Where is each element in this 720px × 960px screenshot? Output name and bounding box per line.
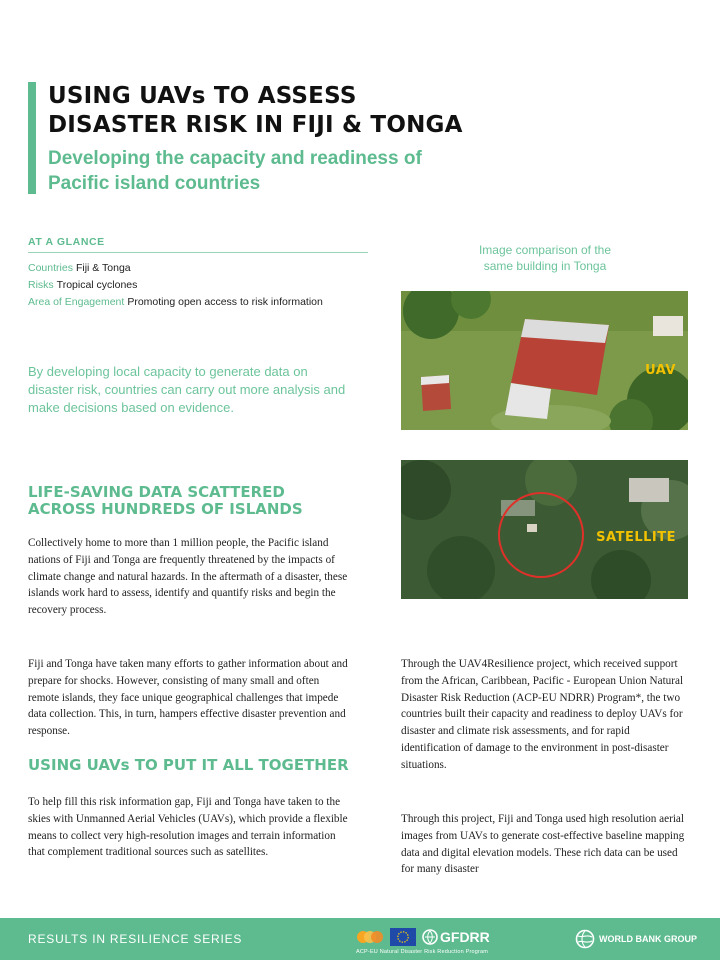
glance-heading: AT A GLANCE <box>28 236 368 253</box>
world-bank-group-text: WORLD BANK GROUP <box>599 934 697 944</box>
glance-value: Fiji & Tonga <box>75 262 131 274</box>
title-line-1: USING UAVs TO ASSESS <box>48 83 357 109</box>
world-bank-group-logo <box>575 929 697 949</box>
glance-value: Promoting open access to risk information <box>127 296 323 308</box>
section-heading-line-2: ACROSS HUNDREDS OF ISLANDS <box>28 500 303 518</box>
world-bank-globe-icon <box>575 929 595 949</box>
uav-aerial-image <box>401 291 688 430</box>
satellite-photo <box>401 460 688 599</box>
subtitle-line-1: Developing the capacity and readiness of <box>48 148 422 169</box>
section-heading-line-1: LIFE-SAVING DATA SCATTERED <box>28 483 285 501</box>
program-name: ACP-EU Natural Disaster Risk Reduction Program <box>356 949 489 955</box>
partner-logos <box>356 926 490 948</box>
satellite-label: SATELLITE <box>596 530 676 545</box>
glance-value: Tropical cyclones <box>56 279 138 291</box>
section-heading-life-saving-data <box>28 484 303 518</box>
right-column-paragraph-1: Through the UAV4Resilience project, which received support from the African, Caribbean, Pacific - European Union Natural Disaster Risk Reduction (ACP-EU NDRR) Program*, the two countries built their capacity and readiness to deploy UAVs for disaster and climate risk assessments, and for rapid identification of damage to the environment in post-disaster situations. <box>401 658 684 771</box>
glance-label: Risks <box>28 279 54 291</box>
section1-paragraph-1: Collectively home to more than 1 million people, the Pacific island nations of Fiji and Tonga are frequently threatened by the impacts of climate change and natural hazards. In the aftermath of a disaster, these islands work hard to assess, identify and quantify risks and begin the recovery process. <box>28 537 348 617</box>
image-caption <box>440 242 650 274</box>
caption-line-1: Image comparison of the <box>478 243 612 257</box>
page-title <box>48 82 463 140</box>
glance-label: Countries <box>28 262 73 274</box>
page-subtitle <box>48 146 422 196</box>
right-column-paragraph-2: Through this project, Fiji and Tonga used high resolution aerial images from UAVs to generate cost-effective baseline mapping data and digital elevation models. These rich data can be used for many disaster <box>401 813 685 876</box>
series-name: RESULTS IN RESILIENCE SERIES <box>28 932 243 946</box>
callout-text: By developing local capacity to generate data on disaster risk, countries can carry out more analysis and make decisions based on evidence. <box>28 364 346 415</box>
uav-photo <box>401 291 688 430</box>
uav-label: UAV <box>645 363 676 378</box>
gfdrr-logo <box>422 929 490 945</box>
glance-row-risks <box>28 277 368 294</box>
caption-line-2: same building in Tonga <box>483 259 607 273</box>
glance-label: Area of Engagement <box>28 296 125 308</box>
at-a-glance <box>28 236 368 311</box>
title-accent-bar <box>28 82 36 194</box>
section-heading-using-uavs: USING UAVs TO PUT IT ALL TOGETHER <box>28 756 349 774</box>
footer-bar <box>0 918 720 960</box>
gfdrr-globe-icon <box>422 929 438 945</box>
title-line-2: DISASTER RISK IN FIJI & TONGA <box>48 112 463 138</box>
glance-row-engagement <box>28 294 368 311</box>
section1-paragraph-2: Fiji and Tonga have taken many efforts to gather information about and prepare for shocks. However, consisting of many small and often remote islands, they face unique geographical challenges that impede data collection. This, in turn, hampers effective disaster prevention and response. <box>28 658 348 738</box>
subtitle-line-2: Pacific island countries <box>48 173 261 194</box>
glance-row-countries <box>28 260 368 277</box>
gfdrr-text: GFDRR <box>440 929 490 945</box>
eu-flag-icon <box>390 928 416 946</box>
section2-paragraph-1: To help fill this risk information gap, Fiji and Tonga have taken to the skies with Unmanned Aerial Vehicles (UAVs), which provide a flexible means to collect very high-resolution images and terrain information that complement traditional sources such as satellites. <box>28 796 348 859</box>
acp-logo-icon <box>356 928 384 946</box>
